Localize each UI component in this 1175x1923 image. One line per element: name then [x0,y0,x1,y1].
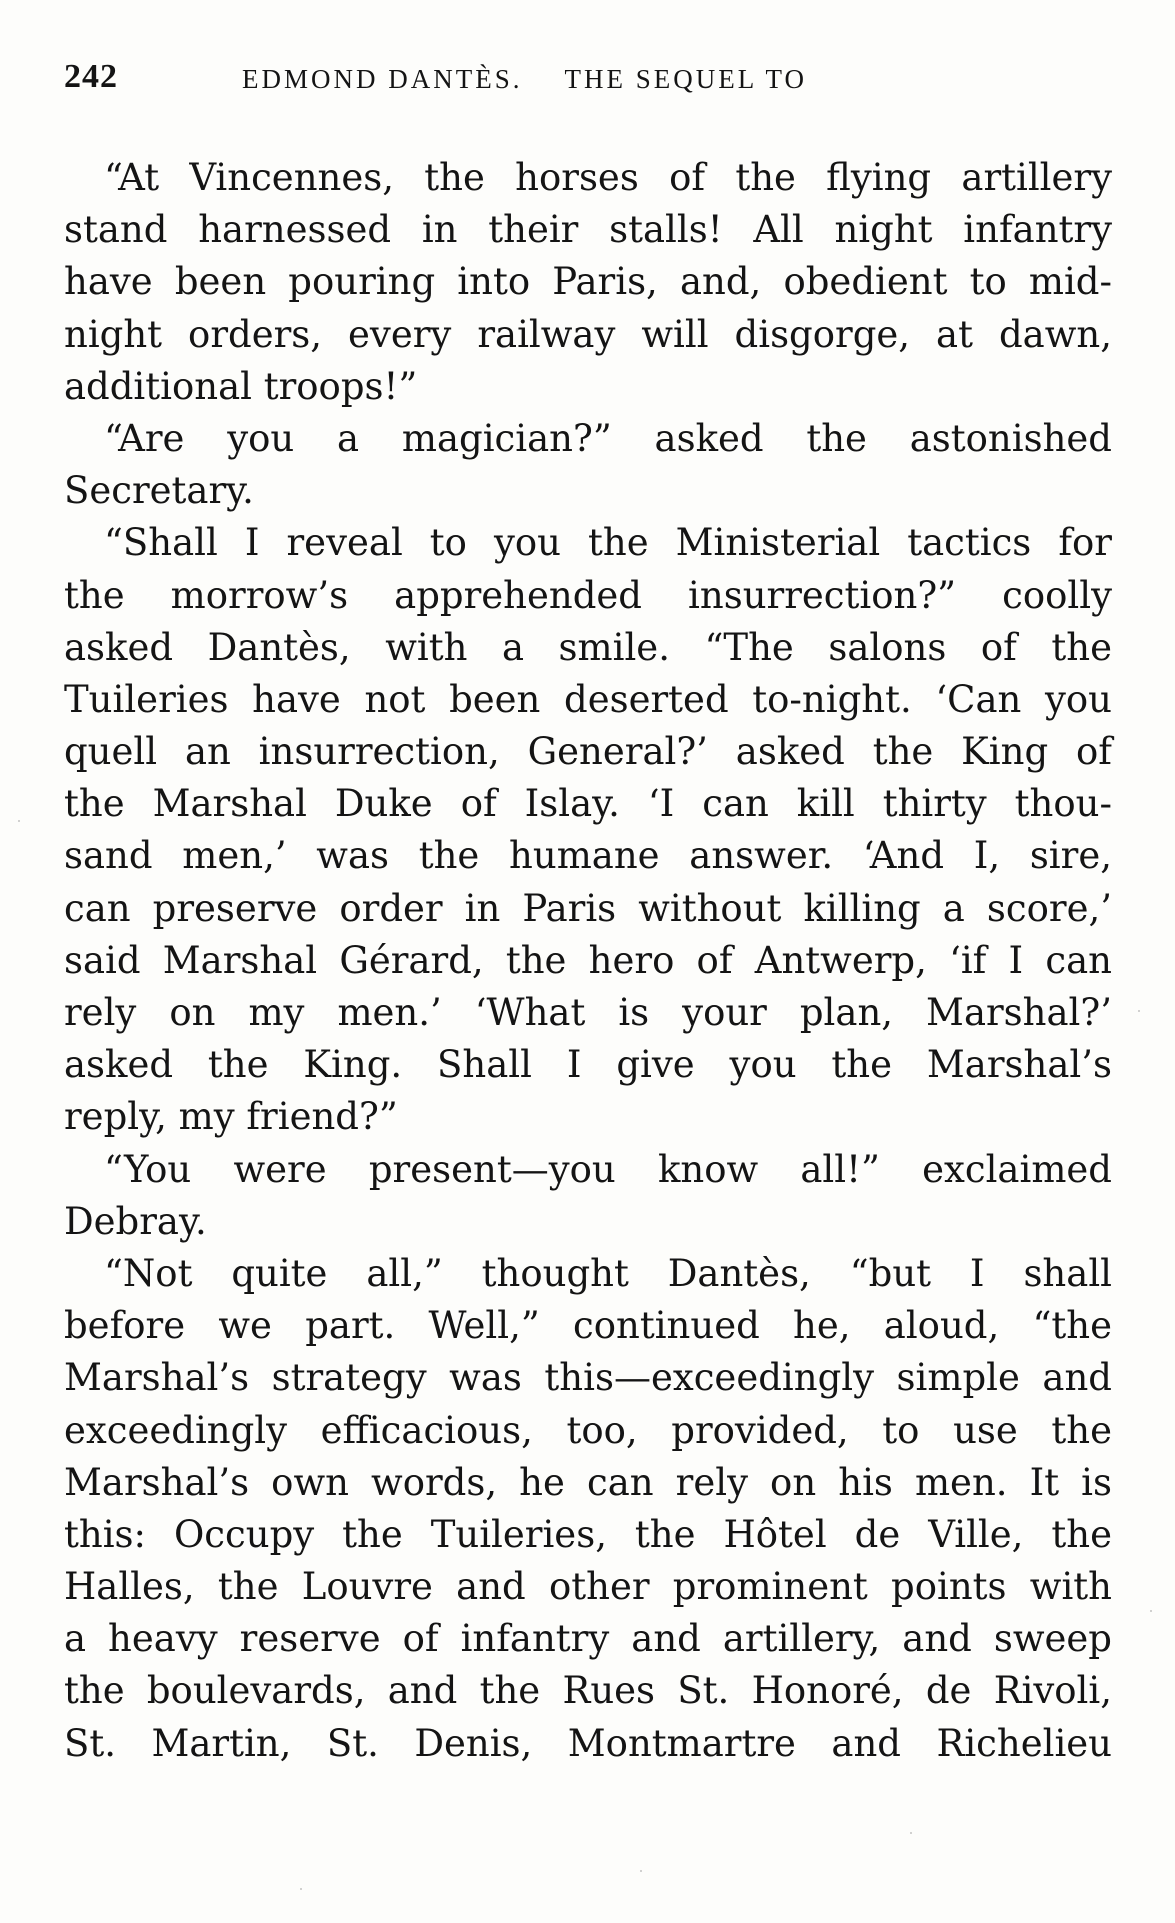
text-line: Tuileries have not been deserted to-night. ‘Can you [64,677,1112,721]
text-line: “Not quite all,” thought Dantès, “but I shall [104,1251,1112,1295]
text-line: exceedingly efficacious, too, provided, to use the [64,1408,1112,1452]
text-line: the morrow’s apprehended insurrection?” coolly [64,573,1112,617]
text-line: stand harnessed in their stalls! All night infantry [64,208,1112,252]
paper-speckle [910,1832,912,1834]
text-line: the boulevards, and the Rues St. Honoré, de Rivoli, [64,1669,1112,1713]
text-line: Marshal’s own words, he can rely on his men. It is [64,1460,1112,1504]
text-line: quell an insurrection, General?’ asked the King of [64,730,1112,774]
text-line: Halles, the Louvre and other prominent points with [64,1565,1112,1609]
body-text [64,152,1112,1770]
text-line: the Marshal Duke of Islay. ‘I can kill thirty thou- [64,782,1112,826]
text-line: Marshal’s strategy was this—exceedingly simple and [64,1356,1112,1400]
text-line: “Are you a magician?” asked the astonished [104,416,1112,460]
paper-speckle [300,1888,302,1890]
running-head-right: THE SEQUEL TO [564,64,807,94]
text-line: reply, my friend?” [64,1095,398,1139]
text-line: rely on my men.’ ‘What is your plan, Marshal?’ [64,991,1112,1034]
text-line: “You were present—you know all!” exclaimed [104,1147,1112,1191]
paper-speckle [1138,1010,1140,1012]
text-line: St. Martin, St. Denis, Montmartre and Richelieu [64,1721,1112,1765]
text-line: before we part. Well,” continued he, aloud, “the [64,1304,1112,1348]
text-line: sand men,’ was the humane answer. ‘And I, sire, [64,834,1112,878]
paper-speckle [640,1870,642,1872]
text-line: night orders, every railway will disgorge, at dawn, [64,312,1112,356]
paper-speckle [1150,1610,1152,1612]
page-header [64,58,1114,108]
page-number: 242 [64,58,118,95]
running-head [242,64,807,95]
running-head-left: EDMOND DANTÈS. [242,64,523,94]
paper-speckle [18,820,20,822]
text-line: “At Vincennes, the horses of the flying artillery [104,156,1112,199]
text-line: Debray. [64,1199,207,1243]
text-line: can preserve order in Paris without killing a score,’ [64,886,1112,930]
text-line: have been pouring into Paris, and, obedient to mid- [64,260,1112,304]
text-line: asked the King. Shall I give you the Marshal’s [64,1043,1112,1087]
text-line: this: Occupy the Tuileries, the Hôtel de Ville, the [64,1512,1112,1556]
text-line: additional troops!” [64,364,418,408]
text-line: a heavy reserve of infantry and artillery, and sweep [64,1617,1112,1661]
text-line: “Shall I reveal to you the Ministerial tactics for [104,521,1112,565]
text-line: said Marshal Gérard, the hero of Antwerp, ‘if I can [64,938,1112,982]
text-line: Secretary. [64,469,254,513]
text-line: asked Dantès, with a smile. “The salons of the [64,625,1112,669]
